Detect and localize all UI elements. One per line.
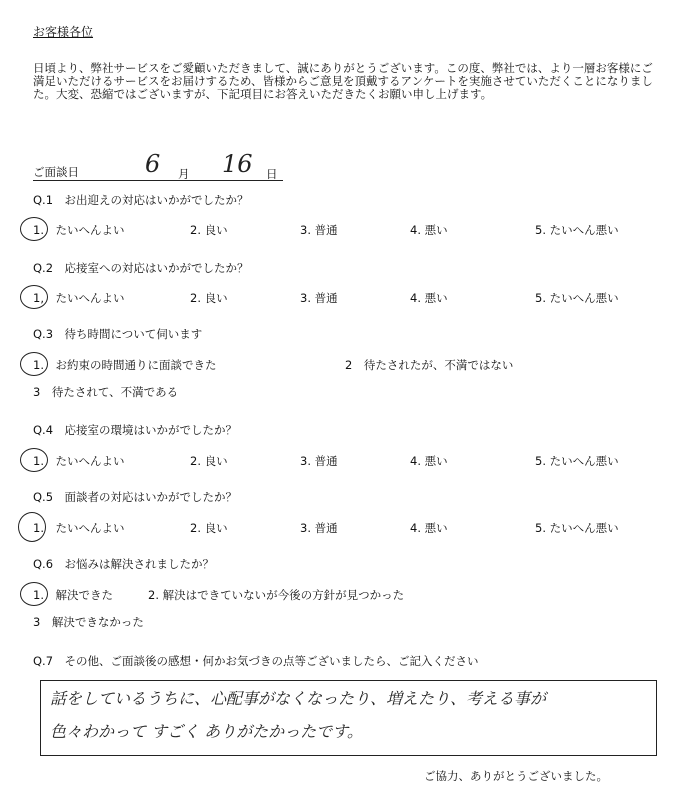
addressee-title: お客様各位: [33, 25, 94, 39]
q4-option-1[interactable]: 1. たいへんよい: [33, 454, 125, 468]
q4-selected-circle: [20, 448, 48, 472]
q6-label: Q.6 お悩みは解決されましたか？: [33, 557, 215, 571]
date-month-value: 6: [145, 150, 161, 178]
q5-option-3[interactable]: 3. 普通: [300, 521, 338, 535]
q5-label: Q.5 面談者の対応はいかがでしたか？: [33, 490, 238, 504]
q3-option-2[interactable]: 2 待たされたが、不満ではない: [345, 358, 514, 372]
q3-option-1[interactable]: 1. お約束の時間通りに面談できた: [33, 358, 217, 372]
q4-option-5[interactable]: 5. たいへん悪い: [535, 454, 619, 468]
date-label: ご面談日: [33, 165, 79, 179]
q2-option-1[interactable]: 1, たいへんよい: [33, 291, 125, 305]
date-day-value: 16: [222, 150, 253, 178]
q2-option-5[interactable]: 5. たいへん悪い: [535, 291, 619, 305]
thanks-footer: ご協力、ありがとうございました。: [424, 769, 608, 783]
q2-label: Q.2 応接室への対応はいかがでしたか？: [33, 261, 249, 275]
q3-option-3[interactable]: 3 待たされて、不満である: [33, 385, 179, 399]
q5-option-4[interactable]: 4. 悪い: [410, 521, 448, 535]
q2-option-4[interactable]: 4. 悪い: [410, 291, 448, 305]
date-day-unit: 日: [266, 167, 278, 181]
q4-option-4[interactable]: 4. 悪い: [410, 454, 448, 468]
q4-option-3[interactable]: 3. 普通: [300, 454, 338, 468]
q5-option-2[interactable]: 2. 良い: [190, 521, 228, 535]
q6-option-2[interactable]: 2. 解決はできていないが今後の方針が見つかった: [148, 588, 405, 602]
q2-option-2[interactable]: 2. 良い: [190, 291, 228, 305]
q6-option-3[interactable]: 3 解決できなかった: [33, 615, 144, 629]
q1-option-5[interactable]: 5. たいへん悪い: [535, 223, 619, 237]
q3-selected-circle: [20, 352, 48, 376]
q1-label: Q.1 お出迎えの対応はいかがでしたか？: [33, 193, 249, 207]
q4-label: Q.4 応接室の環境はいかがでしたか？: [33, 423, 238, 437]
comment-handwriting-line-1: 話をしているうちに、心配事がなくなったり、増えたり、考える事が: [50, 689, 547, 708]
q4-option-2[interactable]: 2. 良い: [190, 454, 228, 468]
q1-option-1[interactable]: 1. たいへんよい: [33, 223, 125, 237]
date-underline: [33, 180, 283, 181]
q3-label: Q.3 待ち時間について伺います: [33, 327, 203, 341]
q6-selected-circle: [20, 582, 48, 606]
q5-option-5[interactable]: 5. たいへん悪い: [535, 521, 619, 535]
q1-option-2[interactable]: 2. 良い: [190, 223, 228, 237]
intro-paragraph: 日頃より、弊社サービスをご愛顧いただきまして、誠にありがとうございます。この度、弊社では、より一層お客様にご満足いただけるサービスをお届けするため、皆様からご意見を頂戴するアンケートを実施させていただくことになりました。大変、恐縮ではございますが、下記項目にお答えいただきたくお願い申し上げます。: [33, 61, 653, 101]
date-month-unit: 月: [178, 167, 190, 181]
comment-handwriting-line-2: 色々わかって すごく ありがたかったです。: [50, 722, 363, 741]
q7-label: Q.7 その他、ご面談後の感想・何かお気づきの点等ございましたら、ご記入ください: [33, 654, 479, 668]
q1-option-4[interactable]: 4. 悪い: [410, 223, 448, 237]
q2-option-3[interactable]: 3. 普通: [300, 291, 338, 305]
q2-selected-circle: [20, 285, 48, 309]
q5-selected-circle: [18, 512, 46, 542]
q6-option-1[interactable]: 1. 解決できた: [33, 588, 113, 602]
q1-selected-circle: [20, 217, 48, 241]
q1-option-3[interactable]: 3. 普通: [300, 223, 338, 237]
q5-option-1[interactable]: 1. たいへんよい: [33, 521, 125, 535]
